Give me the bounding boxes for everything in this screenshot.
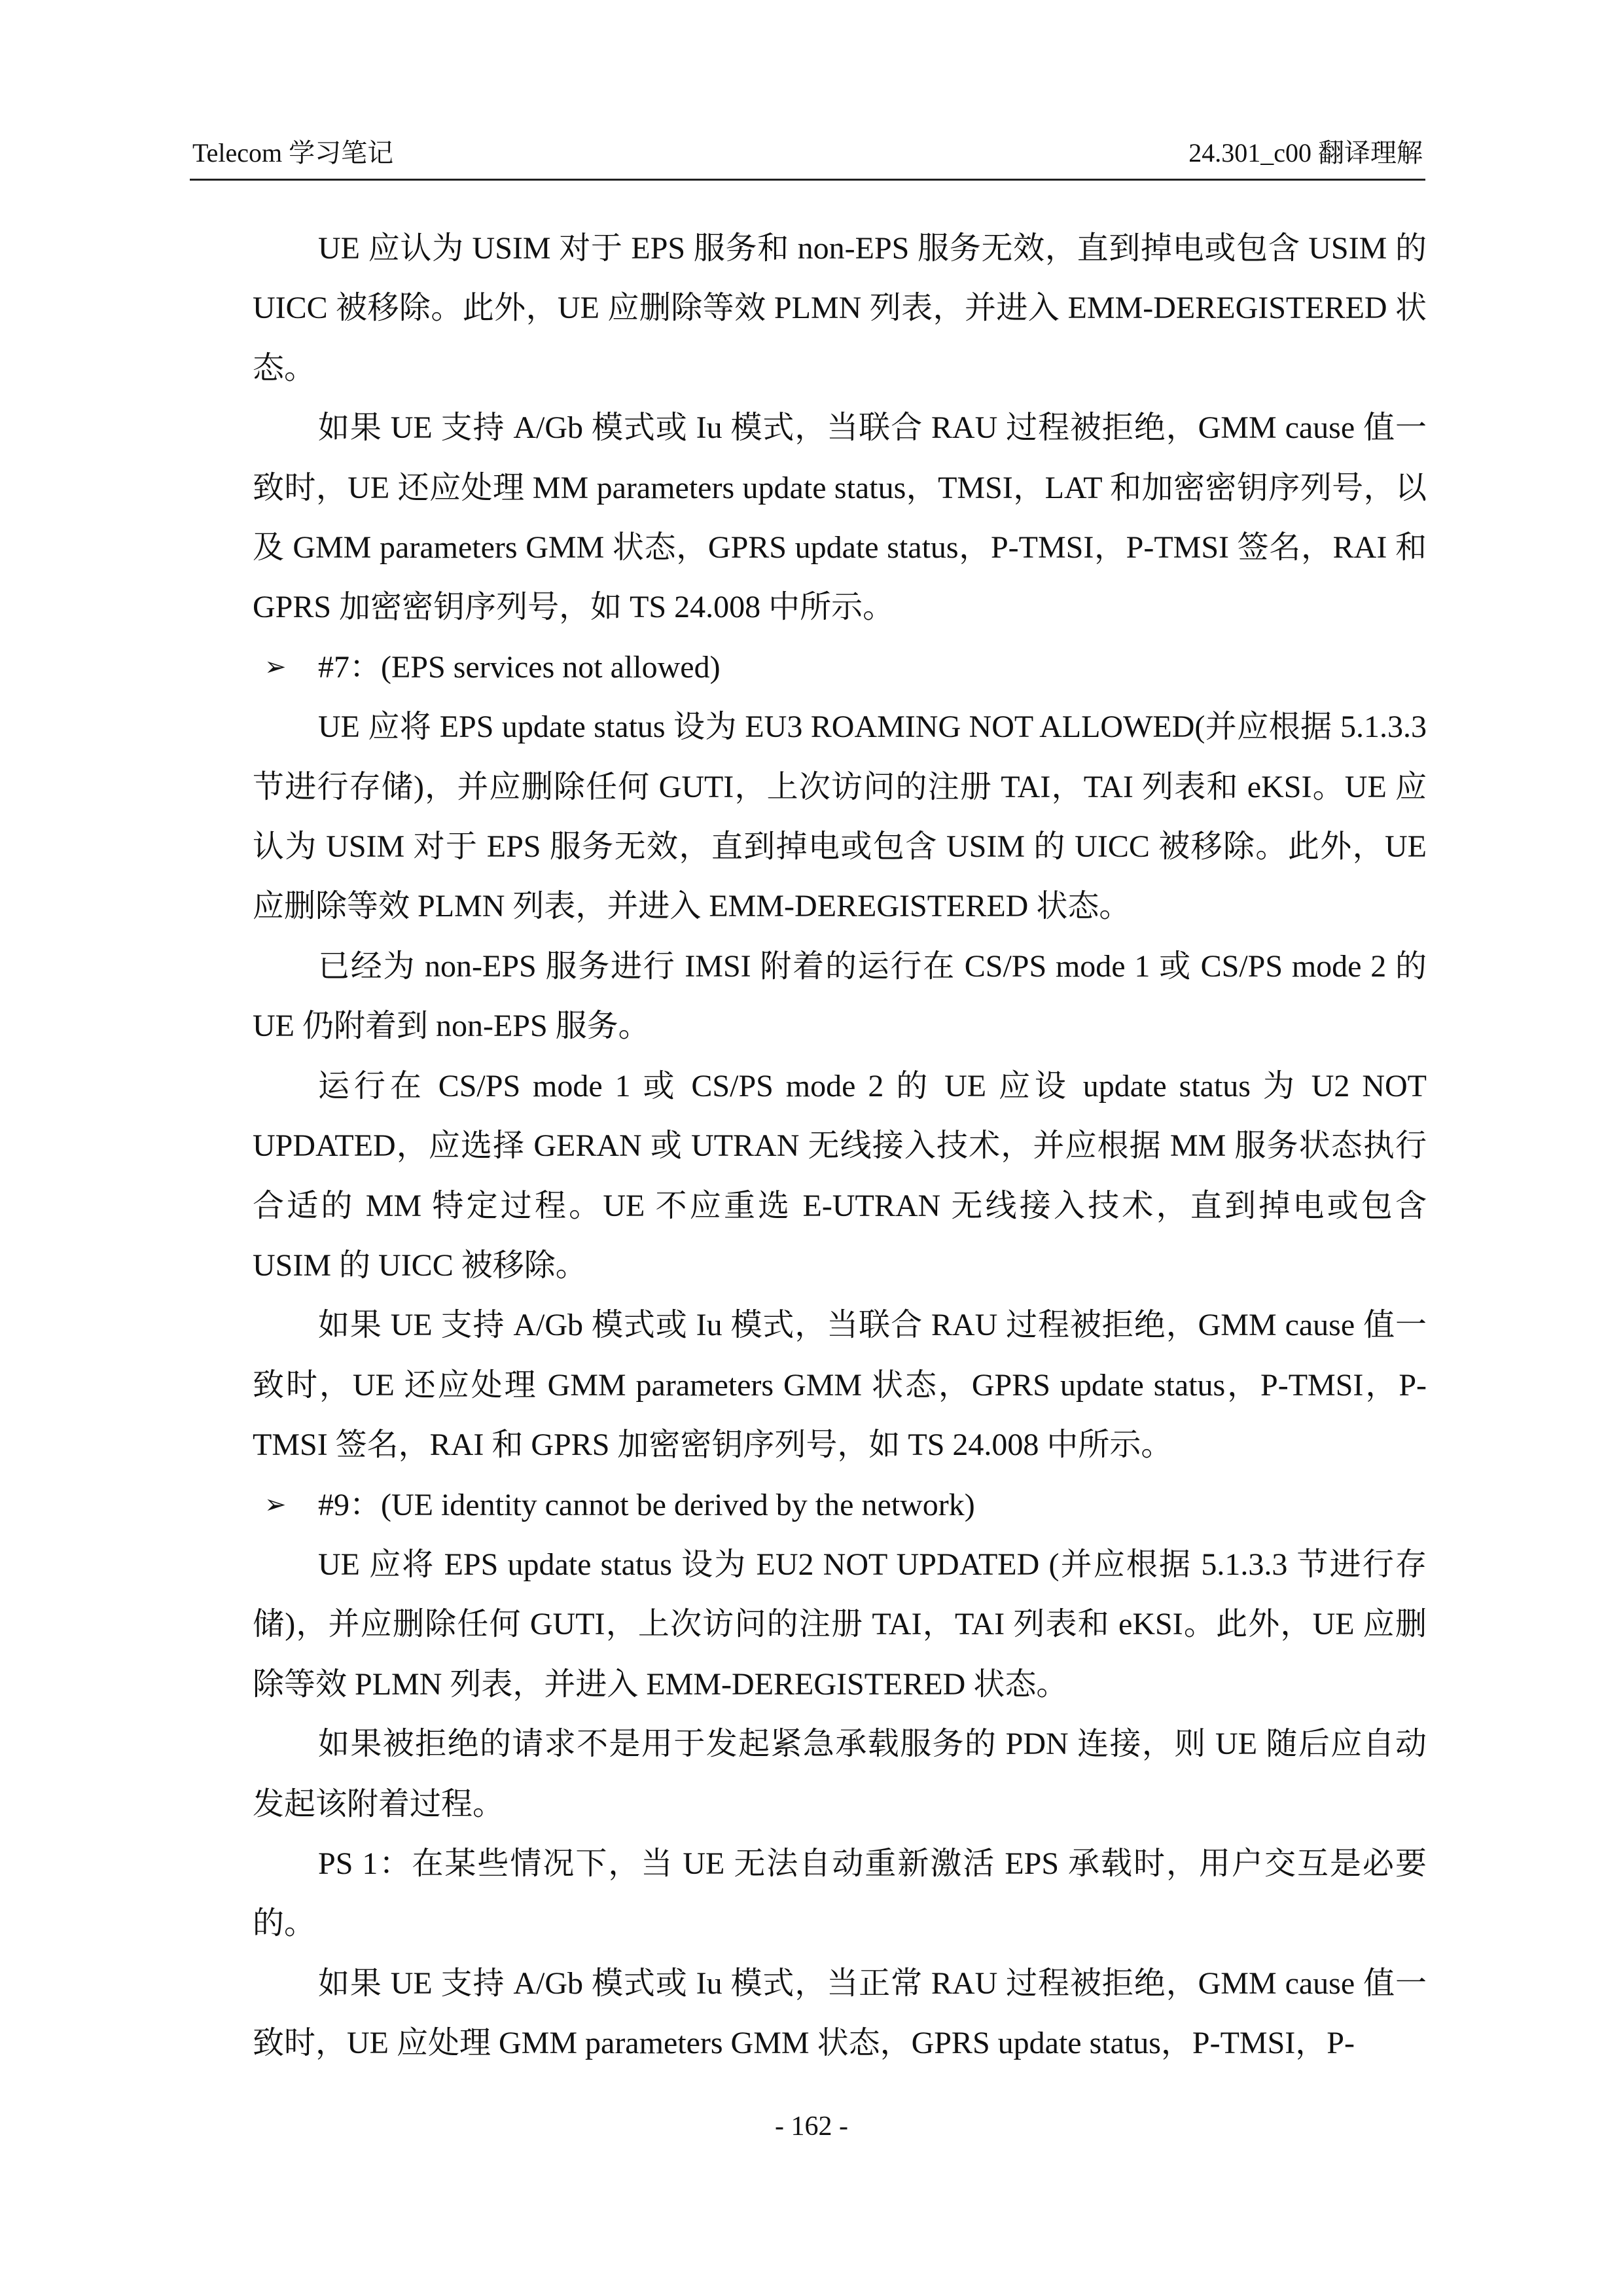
page-body (253, 219, 1427, 2073)
paragraph: UE 应将 EPS update status 设为 EU2 NOT UPDATED (并应根据 5.1.3.3 节进行存储)，并应删除任何 GUTI，上次访问的注册 TAI，TAI 列表和 eKSI。此外，UE 应删除等效 PLMN 列表，并进入 EMM-DEREGISTERED 状态。 (253, 1547, 1427, 1702)
bullet-item-cause-9 (253, 1475, 1427, 1535)
paragraph: 如果被拒绝的请求不是用于发起紧急承载服务的 PDN 连接，则 UE 随后应自动发起该附着过程。 (253, 1727, 1427, 1821)
paragraph: 如果 UE 支持 A/Gb 模式或 Iu 模式，当正常 RAU 过程被拒绝，GMM cause 值一致时，UE 应处理 GMM parameters GMM 状态，GPRS update status，P-TMSI，P- (253, 1965, 1427, 2061)
page-header (190, 134, 1425, 181)
bullet-item-cause-7 (253, 637, 1427, 697)
arrowhead-bullet-icon: ➢ (264, 1489, 287, 1520)
paragraph: UE 应认为 USIM 对于 EPS 服务和 non-EPS 服务无效，直到掉电或包含 USIM 的 UICC 被移除。此外，UE 应删除等效 PLMN 列表，并进入 EMM-DEREGISTERED 状态。 (253, 231, 1427, 386)
paragraph: 已经为 non-EPS 服务进行 IMSI 附着的运行在 CS/PS mode 1 或 CS/PS mode 2 的 UE 仍附着到 non-EPS 服务。 (253, 948, 1427, 1044)
bullet-text: #7：(EPS services not allowed) (318, 649, 721, 685)
bullet-text: #9：(UE identity cannot be derived by the network) (318, 1487, 975, 1522)
paragraph: 运行在 CS/PS mode 1 或 CS/PS mode 2 的 UE 应设 update status 为 U2 NOT UPDATED，应选择 GERAN 或 UTRAN 无线接入技术，并应根据 MM 服务状态执行合适的 MM 特定过程。UE 不应重选 E-UTRAN 无线接入技术，直到掉电或包含 USIM 的 UICC 被移除。 (253, 1068, 1427, 1283)
header-doc-ref: 24.301_c00 翻译理解 (1188, 138, 1423, 168)
paragraph: 如果 UE 支持 A/Gb 模式或 Iu 模式，当联合 RAU 过程被拒绝，GMM cause 值一致时，UE 还应处理 MM parameters update status，TMSI，LAT 和加密密钥序列号，以及 GMM parameters GMM 状态，GPRS update status，P-TMSI，P-TMSI 签名，RAI 和 GPRS 加密密钥序列号，如 TS 24.008 中所示。 (253, 410, 1427, 625)
paragraph: UE 应将 EPS update status 设为 EU3 ROAMING NOT ALLOWED(并应根据 5.1.3.3 节进行存储)，并应删除任何 GUTI，上次访问的注册 TAI，TAI 列表和 eKSI。UE 应认为 USIM 对于 EPS 服务无效，直到掉电或包含 USIM 的 UICC 被移除。此外，UE 应删除等效 PLMN 列表，并进入 EMM-DEREGISTERED 状态。 (253, 709, 1427, 924)
paragraph: 如果 UE 支持 A/Gb 模式或 Iu 模式，当联合 RAU 过程被拒绝，GMM cause 值一致时，UE 还应处理 GMM parameters GMM 状态，GPRS update status，P-TMSI，P-TMSI 签名，RAI 和 GPRS 加密密钥序列号，如 TS 24.008 中所示。 (253, 1308, 1427, 1463)
page-number: - 162 - (775, 2111, 848, 2142)
paragraph: PS 1：在某些情况下，当 UE 无法自动重新激活 EPS 承载时，用户交互是必要的。 (253, 1846, 1427, 1941)
arrowhead-bullet-icon: ➢ (264, 651, 287, 682)
header-title: Telecom 学习笔记 (192, 138, 394, 168)
